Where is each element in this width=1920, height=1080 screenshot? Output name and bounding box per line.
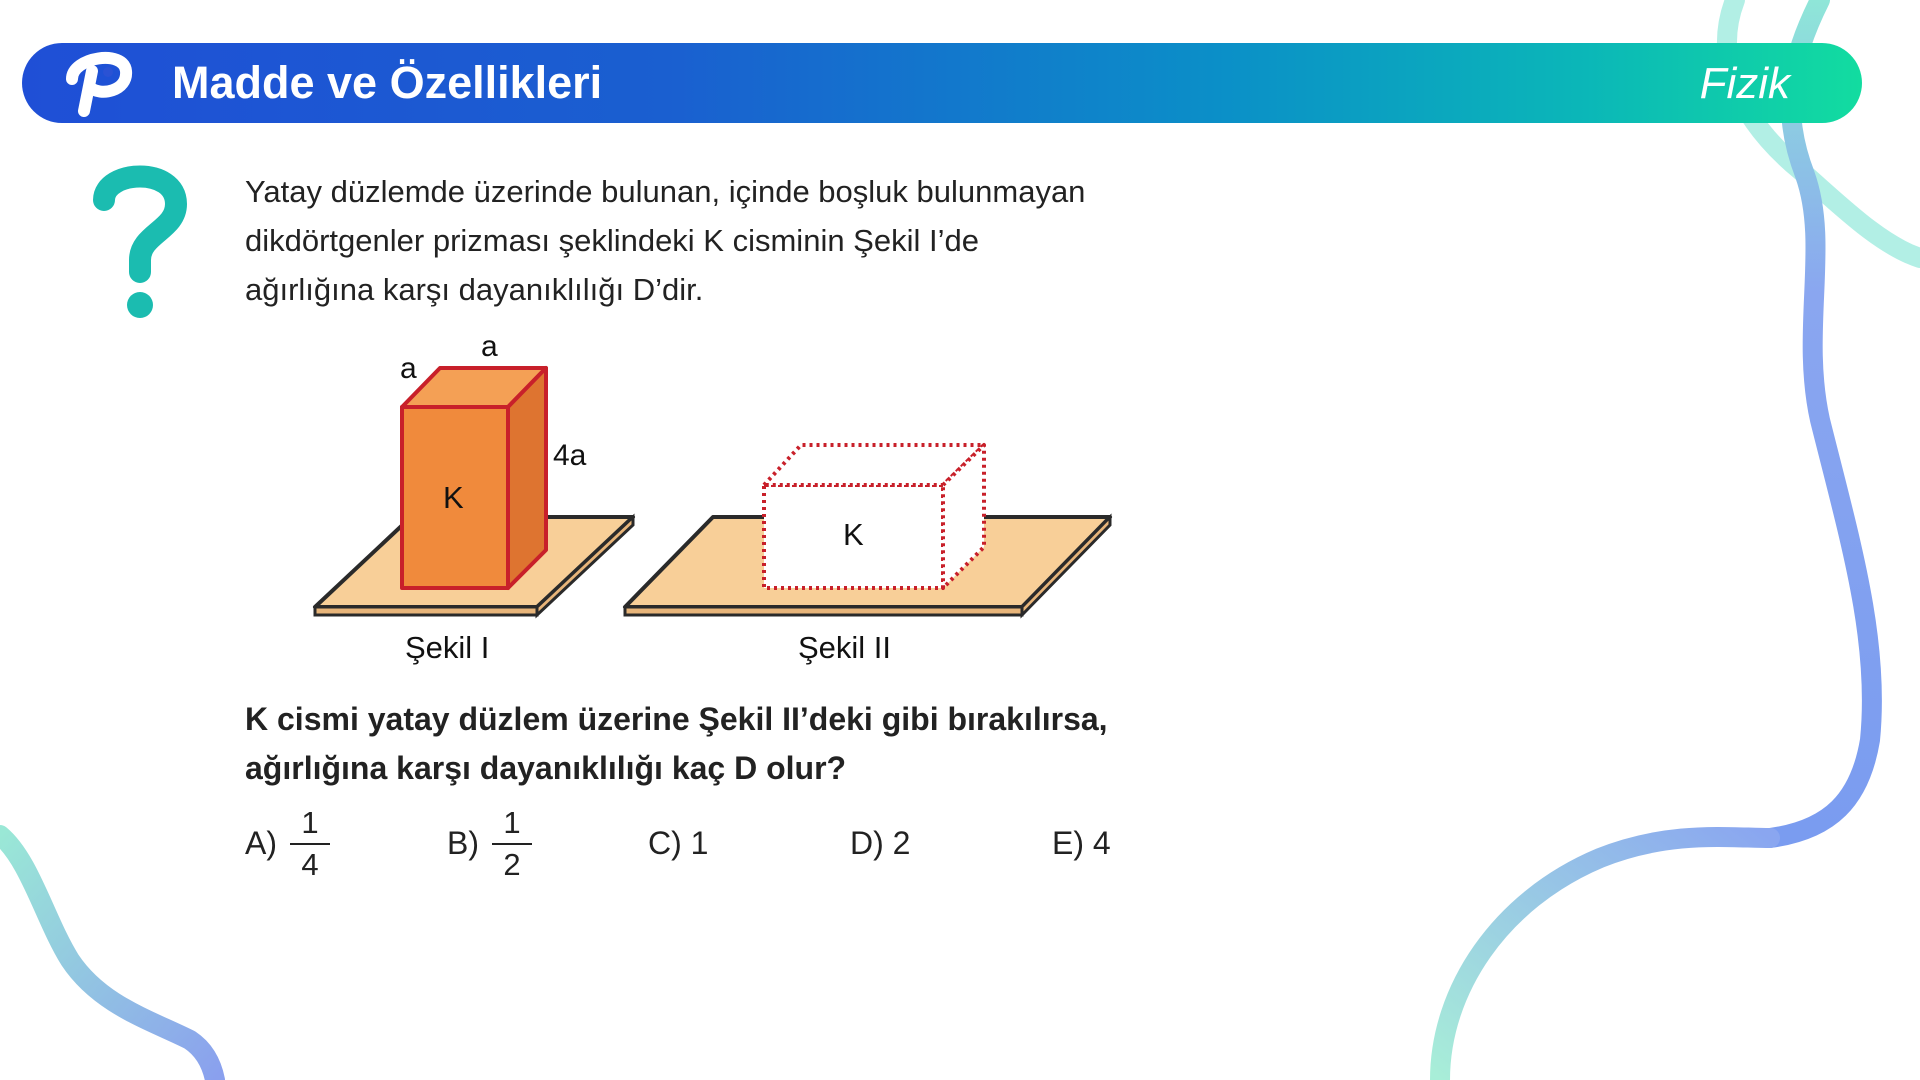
figure1-box-label: K xyxy=(443,480,464,515)
figure1-caption: Şekil I xyxy=(405,630,490,665)
choice-b-numerator: 1 xyxy=(503,805,521,840)
choice-a-letter: A) xyxy=(245,825,277,861)
intro-line: Yatay düzlemde üzerinde bulunan, içinde boşluk bulunmayan xyxy=(245,174,1086,209)
fraction-bar xyxy=(290,843,330,845)
figure2-box xyxy=(764,445,984,588)
intro-line: dikdörtgenler prizması şeklindeki K cisminin Şekil I’de xyxy=(245,223,979,258)
choice-a-fraction xyxy=(290,805,330,883)
physics-figure xyxy=(300,325,1140,670)
choice-b-denominator: 2 xyxy=(503,847,521,882)
fraction-bar xyxy=(492,843,532,845)
figure2-caption: Şekil II xyxy=(798,630,892,665)
brand-logo-icon xyxy=(62,49,136,117)
figure1-dim-height: 4a xyxy=(553,439,587,472)
choice-b-letter: B) xyxy=(447,825,479,861)
figure1-dim-depth: a xyxy=(400,352,417,385)
choice-a-denominator: 4 xyxy=(301,847,319,882)
choice-e-text: E) 4 xyxy=(1052,825,1111,861)
page-title: Madde ve Özellikleri xyxy=(172,57,603,108)
figure2-box-label: K xyxy=(843,517,864,552)
choice-d-text: D) 2 xyxy=(850,825,911,861)
header-bar xyxy=(22,43,1862,123)
choice-c-text: C) 1 xyxy=(648,825,709,861)
answer-choices xyxy=(245,805,1245,895)
curve-bottom-right xyxy=(1440,837,1770,1080)
subject-label: Fizik xyxy=(1699,59,1790,108)
question-mark-icon xyxy=(92,160,188,320)
choice-a-numerator: 1 xyxy=(301,805,319,840)
figure1-dim-width: a xyxy=(481,330,498,363)
question-line: ağırlığına karşı dayanıklılığı kaç D olur? xyxy=(245,750,847,786)
curve-bottom-left xyxy=(0,835,215,1080)
figure1-box xyxy=(402,368,546,588)
question-line: K cismi yatay düzlem üzerine Şekil II’deki gibi bırakılırsa, xyxy=(245,701,1108,737)
curve-right-long xyxy=(1770,0,1872,838)
question-text xyxy=(245,695,1295,793)
choice-b-fraction xyxy=(492,805,532,883)
intro-paragraph xyxy=(245,167,1245,314)
intro-line: ağırlığına karşı dayanıklılığı D’dir. xyxy=(245,272,704,307)
